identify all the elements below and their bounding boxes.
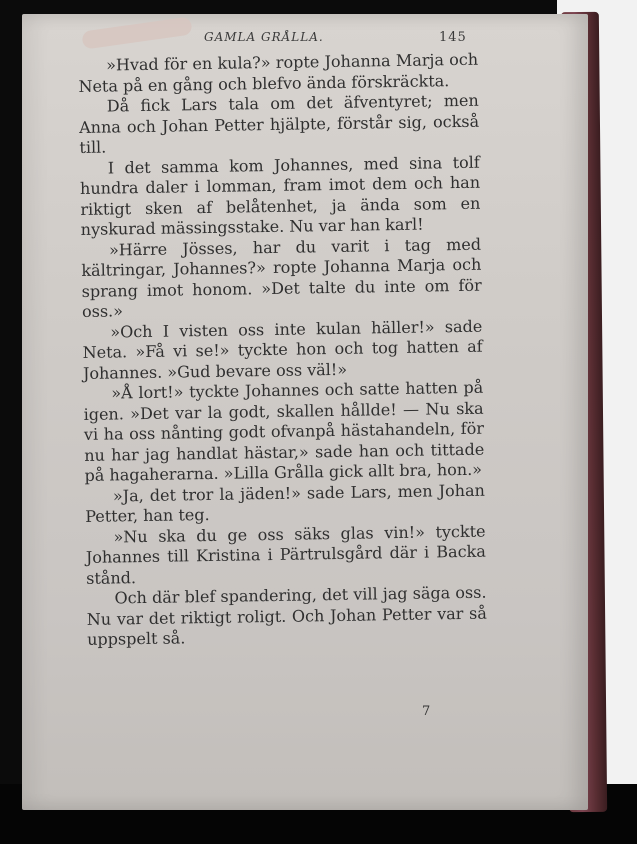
page-header (22, 30, 588, 52)
paragraph-3: I det samma kom Johannes, med sina tolf hundra daler i lomman, fram imot dem och han riktigt sken af belåtenhet, ja ända som en nyskurad mässingsstake. Nu var han karl! (79, 152, 481, 239)
book-page (22, 14, 588, 810)
signature-mark: 7 (422, 704, 431, 719)
running-title: GAMLA GRÅLLA. (204, 30, 324, 44)
paragraph-5: »Och I visten oss inte kulan häller!» sade Neta. »Få vi se!» tyckte hon och tog hatten af Johannes. »Gud bevare oss väl!» (82, 316, 483, 383)
paragraph-8: »Nu ska du ge oss säks glas vin!» tyckte Johannes till Kristina i Pärtrulsgård där i Backa stånd. (85, 521, 486, 588)
page-number: 145 (439, 30, 467, 45)
paragraph-6: »Å lort!» tyckte Johannes och satte hatten på igen. »Det var la godt, skallen hållde! — Nu ska vi ha oss nånting godt ofvanpå hästahandeln, för nu har jag handlat hästar,» sade han och tittade på hagaherarna. »Lilla Grålla gick allt bra, hon.» (83, 377, 485, 485)
paragraph-1: »Hvad för en kula?» ropte Johanna Marja och Neta på en gång och blefvo ända förskräckta. (78, 49, 479, 96)
paragraph-2: Då fick Lars tala om det äfventyret; men Anna och Johan Petter hjälpte, förstår sig, också till. (78, 90, 480, 157)
paragraph-4: »Härre Jösses, har du varit i tag med kältringar, Johannes?» ropte Johanna Marja och sprang imot honom. »Det talte du inte om för oss.» (81, 234, 482, 321)
page-text (78, 50, 487, 651)
paragraph-7: »Ja, det tror la jäden!» sade Lars, men Johan Petter, han teg. (85, 480, 486, 526)
paragraph-9: Och där blef spandering, det vill jag säga oss. Nu var det riktigt roligt. Och Johan Petter var så uppspelt så. (86, 582, 487, 649)
